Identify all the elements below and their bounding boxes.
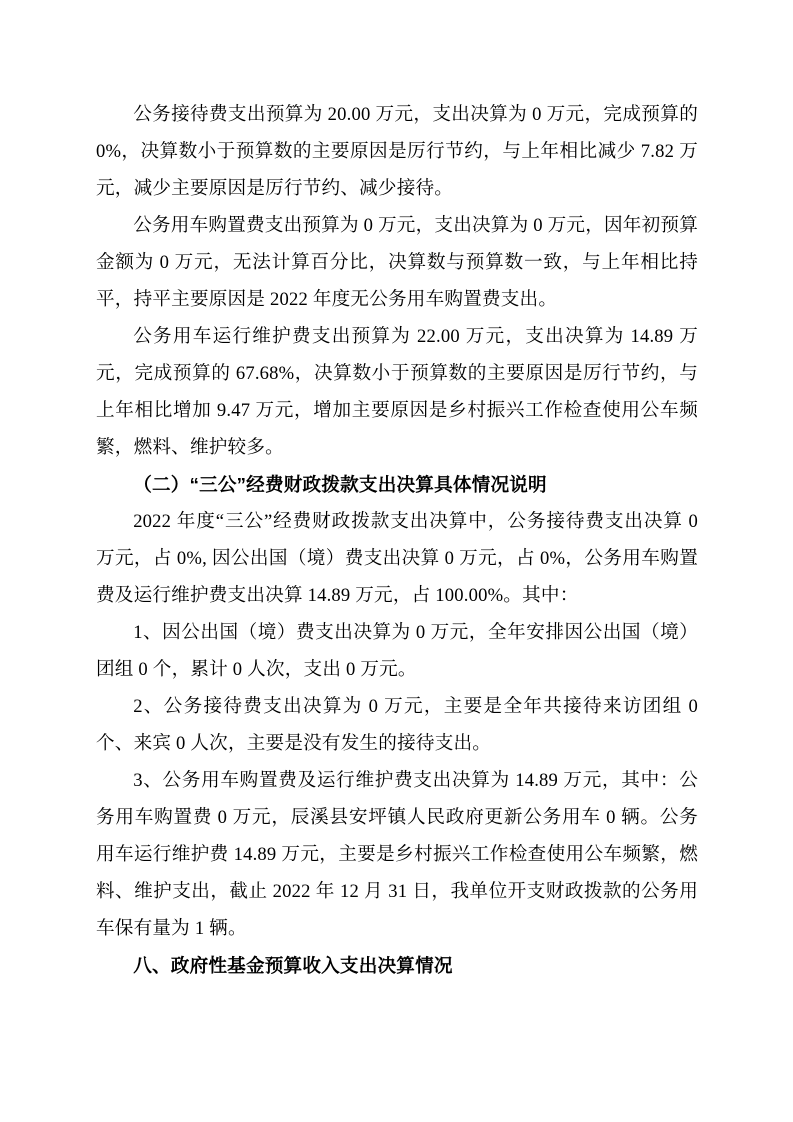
para-item-2-reception: 2、公务接待费支出决算为 0 万元，主要是全年共接待来访团组 0 个、来宾 0 人次，主要是没有发生的接待支出。 — [96, 696, 698, 754]
para-vehicle-operation-expense: 公务用车运行维护费支出预算为 22.00 万元，支出决算为 14.89 万元，完成预算的 67.68%，决算数小于预算数的主要原因是厉行节约，与上年相比增加 9.47 万元，增加主要原因是乡村振兴工作检查使用公车频繁，燃料、维护较多。 — [96, 326, 698, 458]
para-official-reception-expense: 公务接待费支出预算为 20.00 万元，支出决算为 0 万元，完成预算的 0%，决算数小于预算数的主要原因是厉行节约，与上年相比减少 7.82 万元，减少主要原因是厉行节约、减少接待。 — [96, 104, 698, 199]
para-item-3-vehicle: 3、公务用车购置费及运行维护费支出决算为 14.89 万元，其中：公务用车购置费 0 万元，辰溪县安坪镇人民政府更新公务用车 0 辆。公务用车运行维护费 14.89 万元，主要是乡村振兴工作检查使用公车频繁，燃料、维护支出，截止 2022 年 12 月 31 日，我单位开支财政拨款的公务用车保有量为 1 辆。 — [96, 770, 698, 939]
para-vehicle-purchase-expense: 公务用车购置费支出预算为 0 万元，支出决算为 0 万元，因年初预算金额为 0 万元，无法计算百分比，决算数与预算数一致，与上年相比持平，持平主要原因是 2022 年度无公务用车购置费支出。 — [96, 215, 698, 310]
heading-section-eight: 八、政府性基金预算收入支出决算情况 — [133, 955, 453, 976]
document-body — [96, 96, 698, 984]
para-three-public-summary: 2022 年度“三公”经费财政拨款支出决算中，公务接待费支出决算 0 万元，占 0%, 因公出国（境）费支出决算 0 万元，占 0%，公务用车购置费及运行维护费支出决算 14.89 万元，占 100.00%。其中： — [96, 511, 698, 606]
heading-section-two: （二）“三公”经费财政拨款支出决算具体情况说明 — [133, 474, 547, 495]
para-item-1-overseas: 1、因公出国（境）费支出决算为 0 万元，全年安排因公出国（境）团组 0 个，累计 0 人次，支出 0 万元。 — [96, 622, 698, 680]
